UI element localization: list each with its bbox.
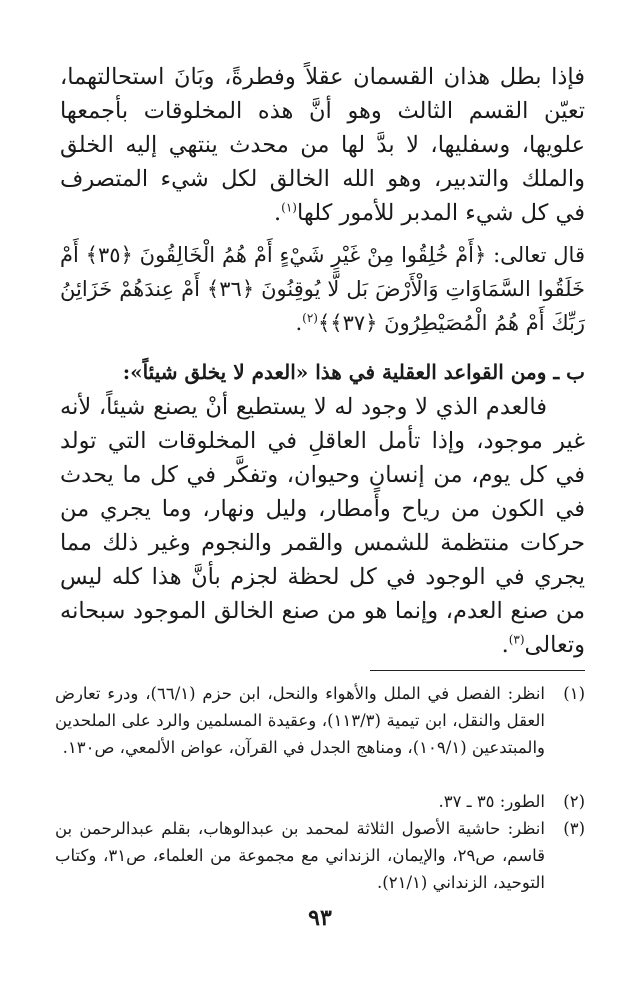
footnote-number: (١) — [563, 684, 585, 703]
footnote-1 — [55, 680, 585, 761]
footnote-text: انظر: حاشية الأصول الثلاثة لمحمد بن عبدالوهاب، بقلم عبدالرحمن بن قاسم، ص٢٩، والإيمان، الزنداني مع مجموعة من العلماء، ص٣١، وكتاب التوحيد، الزنداني (٢١/١). — [55, 819, 545, 892]
paragraph-second-text: فالعدم الذي لا وجود له لا يستطيع أنْ يصنع شيئاً، لأنه غير موجود، وإذا تأمل العاقلِ في المخلوقات التي تولد في كل يوم، من إنسانٍ وحيوان، وتفكَّر في كل ما يحدث في الكون من رياح وأمطار، وليل ونهار، وما يجري من حركات منتظمة للشمس والقمر والنجوم وغير ذلك مما يجري في الوجود في كل لحظة لجزم بأنَّ هذا كله ليس من صنع العدم، وإنما هو من صنع الخالق الموجود سبحانه وتعالى — [60, 394, 585, 658]
footnote-ref-2: (٢) — [302, 311, 318, 325]
footnote-ref-3: (٣) — [508, 632, 525, 647]
footnote-2 — [55, 788, 585, 815]
footnote-text: الطور: ٣٥ ـ ٣٧. — [438, 792, 545, 811]
quran-verses: ﴿أَمْ خُلِقُوا مِنْ غَيْرِ شَيْءٍ أَمْ هُمُ الْخَالِقُونَ ﴿٣٥﴾ أَمْ خَلَقُوا السَّمَاوَاتِ وَالْأَرْضَ بَل لَّا يُوقِنُونَ ﴿٣٦﴾ أَمْ عِندَهُمْ خَزَائِنُ رَبِّكَ أَمْ هُمُ الْمُصَيْطِرُونَ ﴿٣٧﴾﴾ — [60, 243, 585, 335]
paragraph-second: فالعدم الذي لا وجود له لا يستطيع أنْ يصنع شيئاً، لأنه غير موجود، وإذا تأمل العاقلِ في المخلوقات التي تولد في كل يوم، من إنسانٍ وحيوان، وتفكَّر في كل ما يحدث في الكون من رياح وأمطار، وليل ونهار، وما يجري من حركات منتظمة للشمس والقمر والنجوم وغير ذلك مما يجري في الوجود في كل لحظة لجزم بأنَّ هذا كله ليس من صنع العدم، وإنما هو من صنع الخالق الموجود سبحانه وتعالى$^{(٣)}$. — [60, 394, 585, 658]
footnote-text: انظر: الفصل في الملل والأهواء والنحل، ابن حزم (٦٦/١)، ودرء تعارض العقل والنقل، ابن تيمية (١١٣/٣)، وعقيدة المسلمين والرد على الملحدين والمبتدعين (١٠٩/١)، ومناهج الجدل في القرآن، عواض الألمعي، ص١٣٠. — [55, 684, 545, 757]
page-number: ٩٣ — [308, 905, 332, 931]
paragraph-first-text: فإذا بطل هذان القسمان عقلاً وفطرةً، وبَانَ استحالتهما، تعيّن القسم الثالث وهو أنَّ هذه المخلوقات بأجمعها علويها، وسفليها، لا بدَّ لها من محدث ينتهي إليه الخلق والملك والتدبير، وهو الله الخالق لكل شيء المتصرف في كل شيء المدبر للأمور كلها — [60, 64, 585, 226]
paragraph-first: فإذا بطل هذان القسمان عقلاً وفطرةً، وبَانَ استحالتهما، تعيّن القسم الثالث وهو أنَّ هذه المخلوقات بأجمعها علويها، وسفليها، لا بدَّ لها من محدث ينتهي إليه الخلق والملك والتدبير، وهو الله الخالق لكل شيء المتصرف في كل شيء المدبر للأمور كلها$^{(١)}$. — [60, 64, 585, 226]
section-heading: ب ـ ومن القواعد العقلية في هذا «العدم لا يخلق شيئاً»: — [122, 360, 585, 384]
footnote-number: (٣) — [563, 819, 585, 838]
footnote-number: (٢) — [563, 792, 585, 811]
quran-intro: قال تعالى: — [493, 243, 585, 267]
footnote-divider — [370, 670, 585, 671]
footnote-3 — [55, 815, 585, 896]
quran-quote: قال تعالى: ﴿أَمْ خُلِقُوا مِنْ غَيْرِ شَيْءٍ أَمْ هُمُ الْخَالِقُونَ ﴿٣٥﴾ أَمْ خَلَقُوا السَّمَاوَاتِ وَالْأَرْضَ بَل لَّا يُوقِنُونَ ﴿٣٦﴾ أَمْ عِندَهُمْ خَزَائِنُ رَبِّكَ أَمْ هُمُ الْمُصَيْطِرُونَ ﴿٣٧﴾﴾$^{(٢)}$. — [60, 243, 585, 335]
footnote-ref-1: (١) — [281, 200, 297, 215]
